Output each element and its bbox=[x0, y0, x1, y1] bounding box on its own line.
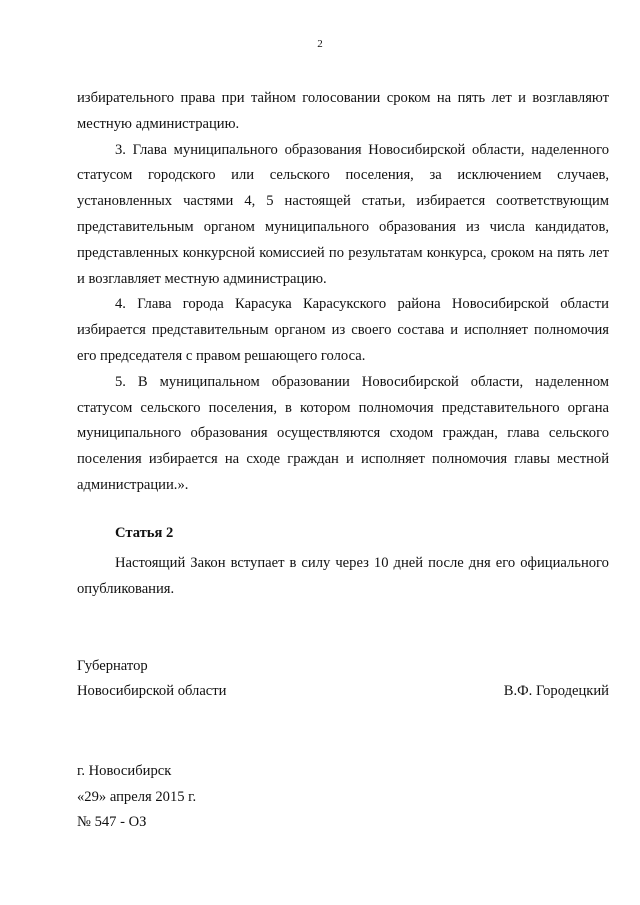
text-line: статусом сельского поселения, в котором полномочия представительного органа bbox=[77, 399, 609, 416]
signatory-name: В.Ф. Городецкий bbox=[503, 683, 609, 699]
text-line: 3. Глава муниципального образования Новосибирской области, наделенного bbox=[115, 141, 609, 158]
text-line: официального опубликования. bbox=[77, 555, 609, 597]
signing-date: «29» апреля 2015 г. bbox=[77, 789, 197, 805]
text-line: 4. Глава города Карасука Карасукского района Новосибирской области bbox=[115, 296, 609, 313]
paragraph-continuation bbox=[77, 86, 609, 138]
text-line: его председателя с правом решающего голоса. bbox=[77, 347, 366, 364]
signatory-title: Губернатор bbox=[77, 658, 148, 674]
article-2-body bbox=[77, 551, 609, 603]
text-line: поселения избирается на сходе граждан и исполняет полномочия главы местной bbox=[77, 451, 609, 468]
article-1-continuation bbox=[77, 86, 609, 499]
text-line: статусом городского или сельского поселения, за исключением случаев, bbox=[77, 167, 609, 184]
text-line: представительным органом муниципального образования из числа кандидатов, bbox=[77, 218, 609, 235]
paragraph-item-5 bbox=[77, 370, 609, 499]
text-line: избирается представительным органом из своего состава и исполняет полномочия bbox=[77, 322, 609, 339]
paragraph-item-3 bbox=[77, 138, 609, 293]
text-line: местную администрацию. bbox=[77, 115, 240, 132]
law-number: № 547 - ОЗ bbox=[77, 814, 147, 830]
text-line: Настоящий Закон вступает в силу через 10 дней после дня его bbox=[115, 555, 516, 571]
place-of-signing: г. Новосибирск bbox=[77, 763, 172, 779]
paragraph-item-4 bbox=[77, 292, 609, 369]
text-line: 5. В муниципальном образовании Новосибирской области, наделенном bbox=[115, 373, 609, 390]
text-line: администрации.». bbox=[77, 476, 189, 493]
text-line: лет и возглавляет местную администрацию. bbox=[77, 244, 610, 287]
text-line: представленных конкурсной комиссией по результатам конкурса, сроком на пять bbox=[77, 244, 585, 261]
paragraph-article-2 bbox=[77, 551, 609, 603]
text-line: установленных частями 4, 5 настоящей статьи, избирается соответствующим bbox=[77, 193, 609, 210]
text-line: избирательного права при тайном голосовании сроком на пять лет и возглавляют bbox=[77, 90, 609, 106]
signatory-region: Новосибирской области bbox=[77, 683, 227, 699]
page-number: 2 bbox=[317, 38, 323, 50]
article-2-heading: Статья 2 bbox=[115, 525, 174, 541]
text-line: муниципального образования осуществляются сходом граждан, глава сельского bbox=[77, 425, 609, 442]
